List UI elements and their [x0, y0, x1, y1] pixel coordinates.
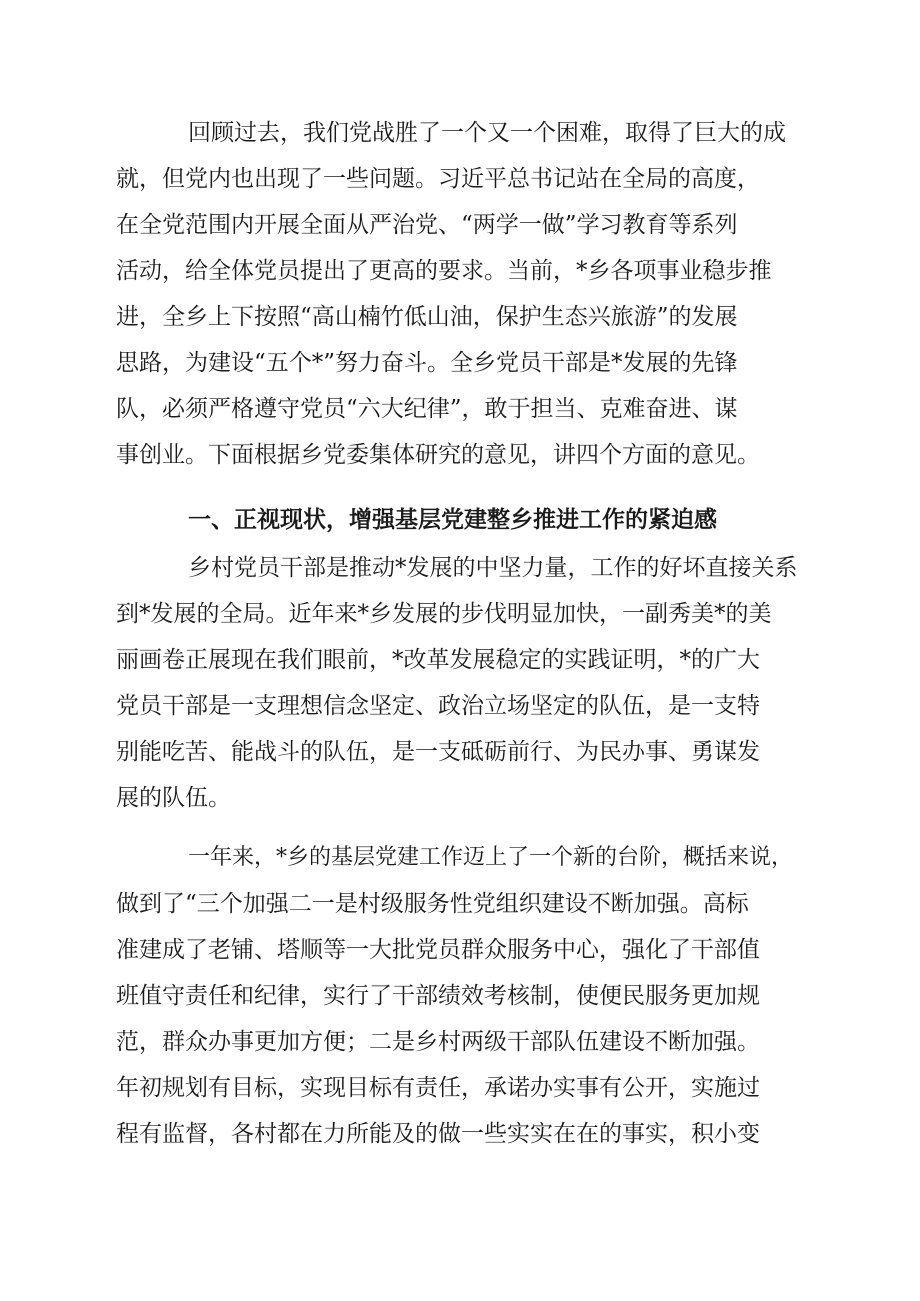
paragraph-line: 到*发展的全局。近年来*乡发展的步伐明显加快，一副秀美*的美	[116, 601, 772, 627]
paragraph-line: 在全党范围内开展全面从严治党、“两学一做”学习教育等系列	[116, 212, 738, 238]
paragraph-line: 展的队伍。	[116, 785, 231, 811]
paragraph-line: 别能吃苦、能战斗的队伍，是一支砥砺前行、为民办事、勇谋发	[116, 739, 760, 765]
paragraph-line: 党员干部是一支理想信念坚定、政治立场坚定的队伍，是一支特	[116, 693, 760, 719]
paragraph-line: 范，群众办事更加方便；二是乡村两级干部队伍建设不断加强。	[116, 1029, 760, 1055]
paragraph-line: 乡村党员干部是推动*发展的中坚力量，工作的好坏直接关系	[188, 555, 798, 581]
paragraph-line: 回顾过去，我们党战胜了一个又一个困难，取得了巨大的成	[188, 120, 786, 146]
paragraph-line: 就，但党内也出现了一些问题。习近平总书记站在全局的高度，	[116, 166, 760, 192]
paragraph-line: 事创业。下面根据乡党委集体研究的意见，讲四个方面的意见。	[116, 442, 760, 468]
paragraph-line: 准建成了老铺、塔顺等一大批党员群众服务中心，强化了干部值	[116, 937, 760, 963]
section-heading: 一、正视现状，增强基层党建整乡推进工作的紧迫感	[188, 507, 717, 533]
paragraph-line: 活动，给全体党员提出了更高的要求。当前，*乡各项事业稳步推	[116, 258, 772, 284]
paragraph-line: 做到了“三个加强二一是村级服务性党组织建设不断加强。高标	[116, 891, 749, 917]
paragraph-line: 程有监督，各村都在力所能及的做一些实实在在的事实，积小变	[116, 1121, 760, 1147]
paragraph-line: 丽画卷正展现在我们眼前，*改革发展稳定的实践证明，*的广大	[116, 647, 760, 673]
paragraph-line: 班值守责任和纪律，实行了干部绩效考核制，使便民服务更加规	[116, 983, 760, 1009]
paragraph-line: 进，全乡上下按照“高山楠竹低山油，保护生态兴旅游”的发展	[116, 304, 738, 330]
paragraph-line: 一年来，*乡的基层党建工作迈上了一个新的台阶，概括来说，	[188, 845, 794, 870]
paragraph-line: 年初规划有目标，实现目标有责任，承诺办实事有公开，实施过	[116, 1075, 760, 1101]
paragraph-line: 队，必须严格遵守党员“六大纪律”，敢于担当、克难奋进、谋	[116, 396, 738, 422]
paragraph-line: 思路，为建设“五个*”努力奋斗。全乡党员干部是*发展的先锋	[116, 350, 738, 376]
